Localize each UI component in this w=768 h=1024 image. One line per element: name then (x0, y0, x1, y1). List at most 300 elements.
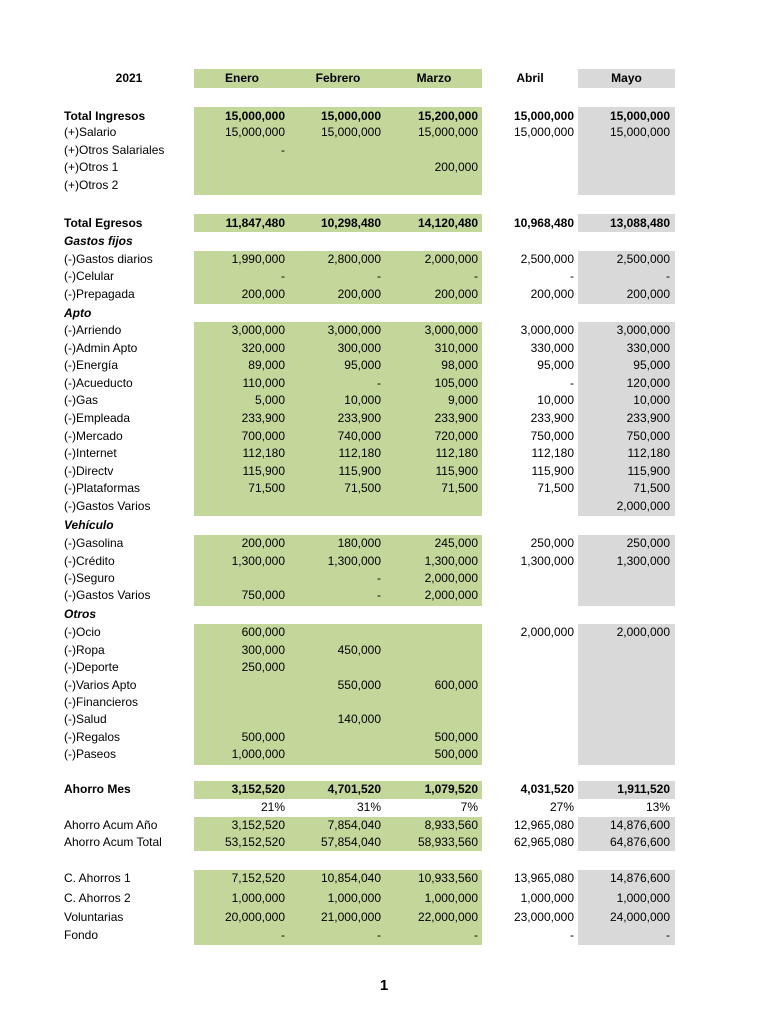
row-label: (+)Salario (64, 125, 117, 139)
table-row (0, 410, 768, 427)
table-row (0, 694, 768, 711)
year-header: 2021 (115, 71, 143, 85)
table-row (0, 746, 768, 763)
value-cell-abril: 250,000 (530, 536, 574, 550)
row-label: (-)Plataformas (64, 481, 141, 495)
row-label: (-)Regalos (64, 730, 121, 744)
value-cell-marzo: 1,000,000 (424, 891, 478, 905)
value-cell-mayo: 14,876,600 (609, 818, 670, 832)
value-cell-abril: 2,500,000 (520, 252, 574, 266)
value-cell-febrero (289, 517, 381, 534)
table-row (0, 553, 768, 570)
value-cell-mayo: 2,500,000 (616, 252, 670, 266)
value-cell-febrero (289, 159, 381, 176)
row-label: (-)Celular (64, 269, 115, 283)
value-cell-enero: 115,900 (242, 464, 285, 478)
value-cell-enero (194, 498, 285, 515)
value-cell-mayo: 112,180 (627, 446, 670, 460)
value-cell-marzo: 7% (460, 800, 478, 814)
value-cell-enero: 1,000,000 (231, 747, 285, 761)
value-cell-mayo (578, 305, 670, 322)
table-row (0, 428, 768, 445)
row-label: Gastos fijos (64, 234, 133, 248)
value-cell-abril: - (570, 928, 574, 942)
value-cell-mayo: 24,000,000 (609, 910, 670, 924)
month-header-mayo: Mayo (611, 71, 642, 85)
value-cell-febrero: 233,900 (337, 411, 381, 425)
value-cell-enero: 7,152,520 (231, 871, 285, 885)
value-cell-enero: 15,000,000 (224, 125, 285, 139)
row-label: (+)Otros 1 (64, 160, 119, 174)
value-cell-enero: 112,180 (242, 446, 285, 460)
table-row (0, 817, 768, 834)
value-cell-marzo: 600,000 (434, 678, 478, 692)
value-cell-mayo (578, 587, 670, 604)
table-row (0, 498, 768, 515)
value-cell-enero: 3,152,520 (231, 782, 285, 796)
row-label: (-)Prepagada (64, 287, 135, 301)
value-cell-abril: 10,000 (537, 393, 574, 407)
value-cell-mayo: - (666, 269, 670, 283)
value-cell-marzo: 200,000 (434, 160, 478, 174)
value-cell-marzo: 58,933,560 (417, 835, 478, 849)
row-label: (+)Otros 2 (64, 178, 119, 192)
value-cell-mayo: 750,000 (626, 429, 670, 443)
row-label: (-)Financieros (64, 695, 139, 709)
value-cell-febrero: 71,500 (344, 481, 381, 495)
row-label: C. Ahorros 1 (64, 871, 131, 885)
value-cell-enero (194, 177, 285, 194)
value-cell-abril: 115,900 (531, 464, 574, 478)
value-cell-abril (483, 729, 574, 746)
value-cell-enero: 71,500 (248, 481, 285, 495)
value-cell-enero: 320,000 (241, 341, 285, 355)
row-label: Ahorro Mes (64, 782, 131, 796)
table-row (0, 463, 768, 480)
value-cell-febrero: 57,854,040 (320, 835, 381, 849)
value-cell-mayo: 120,000 (626, 376, 670, 390)
value-cell-febrero (289, 746, 381, 763)
value-cell-marzo (386, 233, 478, 250)
value-cell-mayo (578, 159, 670, 176)
value-cell-febrero: 740,000 (337, 429, 381, 443)
table-row (0, 445, 768, 462)
month-header-febrero: Febrero (315, 71, 361, 85)
value-cell-marzo (386, 305, 478, 322)
value-cell-mayo (578, 570, 670, 587)
value-cell-mayo: 1,000,000 (616, 891, 670, 905)
value-cell-abril: 13,965,080 (513, 871, 574, 885)
row-label: (-)Gastos Varios (64, 588, 151, 602)
value-cell-abril: 27% (549, 800, 574, 814)
row-label: (-)Gasolina (64, 536, 124, 550)
value-cell-abril (483, 570, 574, 587)
value-cell-abril (483, 159, 574, 176)
value-cell-abril (483, 305, 574, 322)
month-header-abril: Abril (516, 71, 544, 85)
value-cell-febrero: 21,000,000 (320, 910, 381, 924)
table-row (0, 215, 768, 232)
row-label: (-)Gas (64, 393, 98, 407)
row-label: (+)Otros Salariales (64, 143, 165, 157)
value-cell-marzo: 245,000 (434, 536, 478, 550)
value-cell-marzo: 233,900 (434, 411, 478, 425)
value-cell-enero: 1,300,000 (231, 554, 285, 568)
value-cell-mayo: - (666, 928, 670, 942)
value-cell-enero (194, 711, 285, 728)
value-cell-enero: 53,152,520 (224, 835, 285, 849)
value-cell-febrero: 450,000 (337, 643, 381, 657)
row-label: (-)Varios Apto (64, 678, 137, 692)
value-cell-marzo: 112,180 (435, 446, 478, 460)
value-cell-febrero: 10,298,480 (320, 216, 381, 230)
value-cell-abril: 1,300,000 (520, 554, 574, 568)
month-header-enero: Enero (224, 71, 259, 85)
value-cell-febrero: 31% (356, 800, 381, 814)
value-cell-abril: 62,965,080 (513, 835, 574, 849)
value-cell-mayo (578, 711, 670, 728)
table-row (0, 357, 768, 374)
value-cell-abril: 233,900 (530, 411, 574, 425)
value-cell-abril: 15,000,000 (513, 109, 574, 123)
value-cell-marzo: 1,300,000 (424, 554, 478, 568)
month-header-marzo: Marzo (416, 71, 452, 85)
value-cell-mayo: 95,000 (633, 358, 670, 372)
table-row (0, 375, 768, 392)
value-cell-enero: 15,000,000 (224, 109, 285, 123)
table-row (0, 268, 768, 285)
value-cell-marzo: 1,079,520 (424, 782, 478, 796)
value-cell-enero: 20,000,000 (224, 910, 285, 924)
value-cell-abril (483, 659, 574, 676)
table-row (0, 729, 768, 746)
value-cell-enero (194, 159, 285, 176)
value-cell-mayo: 71,500 (633, 481, 670, 495)
value-cell-abril (483, 587, 574, 604)
value-cell-mayo (578, 606, 670, 623)
value-cell-mayo (578, 677, 670, 694)
value-cell-mayo (578, 694, 670, 711)
row-label: (-)Mercado (64, 429, 123, 443)
value-cell-enero (194, 233, 285, 250)
value-cell-marzo (386, 517, 478, 534)
row-label: (-)Arriendo (64, 323, 122, 337)
value-cell-enero: 11,847,480 (225, 216, 285, 230)
value-cell-mayo (578, 517, 670, 534)
value-cell-abril (483, 142, 574, 159)
value-cell-febrero (289, 142, 381, 159)
table-row (0, 517, 768, 534)
value-cell-enero (194, 517, 285, 534)
value-cell-abril: 750,000 (530, 429, 574, 443)
value-cell-febrero: 10,854,040 (320, 871, 381, 885)
table-row (0, 535, 768, 552)
value-cell-marzo (386, 659, 478, 676)
value-cell-mayo: 15,000,000 (609, 125, 670, 139)
value-cell-abril: 2,000,000 (520, 625, 574, 639)
value-cell-abril (483, 517, 574, 534)
value-cell-marzo (386, 606, 478, 623)
value-cell-febrero (289, 606, 381, 623)
value-cell-mayo: 250,000 (626, 536, 670, 550)
value-cell-febrero: 7,854,040 (327, 818, 381, 832)
table-row (0, 927, 768, 944)
value-cell-mayo (578, 659, 670, 676)
value-cell-enero: 600,000 (241, 625, 285, 639)
table-row (0, 606, 768, 623)
value-cell-febrero: 1,300,000 (327, 554, 381, 568)
row-label: (-)Gastos diarios (64, 252, 153, 266)
table-row (0, 870, 768, 887)
value-cell-febrero: - (377, 376, 381, 390)
value-cell-marzo: 10,933,560 (417, 871, 478, 885)
value-cell-abril (483, 606, 574, 623)
value-cell-febrero (289, 694, 381, 711)
value-cell-mayo (578, 729, 670, 746)
value-cell-abril: - (570, 376, 574, 390)
table-row (0, 909, 768, 926)
value-cell-febrero (289, 659, 381, 676)
value-cell-enero: 500,000 (241, 730, 285, 744)
value-cell-marzo: 2,000,000 (424, 571, 478, 585)
value-cell-febrero (289, 305, 381, 322)
value-cell-enero: 3,000,000 (231, 323, 285, 337)
value-cell-mayo: 13,088,480 (609, 216, 670, 230)
value-cell-abril: 23,000,000 (513, 910, 574, 924)
value-cell-febrero: - (377, 269, 381, 283)
value-cell-febrero (289, 233, 381, 250)
value-cell-enero: 5,000 (254, 393, 285, 407)
value-cell-marzo: 22,000,000 (417, 910, 478, 924)
row-label: (-)Admin Apto (64, 341, 138, 355)
value-cell-marzo: 15,000,000 (417, 125, 478, 139)
value-cell-mayo: 233,900 (626, 411, 670, 425)
value-cell-abril (483, 233, 574, 250)
value-cell-enero: 3,152,520 (231, 818, 285, 832)
value-cell-mayo: 3,000,000 (616, 323, 670, 337)
value-cell-marzo: 200,000 (434, 287, 478, 301)
row-label: (-)Ropa (64, 643, 105, 657)
value-cell-marzo: 98,000 (441, 358, 478, 372)
value-cell-enero: 250,000 (241, 660, 285, 674)
value-cell-abril (483, 677, 574, 694)
value-cell-mayo (578, 142, 670, 159)
value-cell-marzo: 720,000 (434, 429, 478, 443)
value-cell-febrero: 550,000 (337, 678, 381, 692)
value-cell-febrero: 140,000 (337, 712, 381, 726)
value-cell-enero: 300,000 (241, 643, 285, 657)
value-cell-enero: - (281, 143, 285, 157)
row-label: Fondo (64, 928, 99, 942)
value-cell-febrero (289, 624, 381, 641)
value-cell-marzo: 2,000,000 (424, 252, 478, 266)
row-label: (-)Ocio (64, 625, 101, 639)
value-cell-febrero: 200,000 (337, 287, 381, 301)
row-label: (-)Empleada (64, 411, 131, 425)
table-row (0, 124, 768, 141)
value-cell-abril: 3,000,000 (520, 323, 574, 337)
value-cell-marzo: 3,000,000 (424, 323, 478, 337)
value-cell-mayo: 2,000,000 (616, 499, 670, 513)
row-label: Ahorro Acum Año (64, 818, 158, 832)
value-cell-abril: 10,968,480 (513, 216, 574, 230)
value-cell-mayo: 14,876,600 (609, 871, 670, 885)
value-cell-marzo: 105,000 (434, 376, 478, 390)
table-row (0, 108, 768, 125)
table-row (0, 340, 768, 357)
value-cell-marzo: - (474, 928, 478, 942)
value-cell-enero: - (281, 269, 285, 283)
value-cell-marzo: 8,933,560 (424, 818, 478, 832)
row-label: (-)Acueducto (64, 376, 133, 390)
value-cell-enero: 233,900 (241, 411, 285, 425)
table-row (0, 286, 768, 303)
value-cell-abril: 12,965,080 (513, 818, 574, 832)
table-row (0, 711, 768, 728)
row-label: Total Egresos (64, 216, 143, 230)
value-cell-marzo: 9,000 (447, 393, 478, 407)
value-cell-febrero: - (377, 571, 381, 585)
value-cell-abril (483, 642, 574, 659)
value-cell-marzo (386, 142, 478, 159)
value-cell-enero: 110,000 (242, 376, 285, 390)
table-row (0, 624, 768, 641)
value-cell-marzo: 2,000,000 (424, 588, 478, 602)
table-row (0, 305, 768, 322)
header-row (0, 70, 768, 87)
value-cell-febrero: 3,000,000 (327, 323, 381, 337)
value-cell-mayo: 15,000,000 (609, 109, 670, 123)
value-cell-marzo (386, 694, 478, 711)
table-row (0, 233, 768, 250)
value-cell-marzo: - (474, 269, 478, 283)
row-label: (-)Salud (64, 712, 107, 726)
value-cell-marzo (386, 177, 478, 194)
value-cell-marzo: 15,200,000 (417, 109, 478, 123)
value-cell-marzo: 14,120,480 (417, 216, 478, 230)
value-cell-abril: 71,500 (537, 481, 574, 495)
value-cell-marzo (386, 642, 478, 659)
value-cell-febrero: 15,000,000 (320, 109, 381, 123)
value-cell-enero (194, 570, 285, 587)
row-label: (-)Deporte (64, 660, 119, 674)
value-cell-enero (194, 694, 285, 711)
table-row (0, 659, 768, 676)
table-row (0, 890, 768, 907)
page-number: 1 (379, 977, 389, 994)
value-cell-febrero: 2,800,000 (327, 252, 381, 266)
row-label: (-)Paseos (64, 747, 117, 761)
value-cell-febrero (289, 729, 381, 746)
table-row (0, 799, 768, 816)
value-cell-febrero (289, 498, 381, 515)
table-row (0, 480, 768, 497)
value-cell-febrero: 115,900 (338, 464, 381, 478)
table-row (0, 251, 768, 268)
row-label: (-)Internet (64, 446, 117, 460)
row-label: Voluntarias (64, 910, 124, 924)
value-cell-mayo: 64,876,600 (609, 835, 670, 849)
value-cell-enero (194, 305, 285, 322)
value-cell-febrero: 95,000 (344, 358, 381, 372)
table-row (0, 177, 768, 194)
value-cell-marzo: 500,000 (434, 747, 478, 761)
value-cell-febrero: 4,701,520 (327, 782, 381, 796)
row-label: C. Ahorros 2 (64, 891, 131, 905)
value-cell-abril: 330,000 (530, 341, 574, 355)
value-cell-enero (194, 677, 285, 694)
value-cell-mayo (578, 746, 670, 763)
value-cell-marzo (386, 624, 478, 641)
value-cell-febrero: 15,000,000 (320, 125, 381, 139)
value-cell-febrero (289, 177, 381, 194)
value-cell-febrero: 1,000,000 (327, 891, 381, 905)
value-cell-enero: 200,000 (241, 536, 285, 550)
value-cell-marzo (386, 498, 478, 515)
value-cell-febrero: 180,000 (337, 536, 381, 550)
value-cell-marzo: 500,000 (434, 730, 478, 744)
value-cell-mayo: 13% (645, 800, 670, 814)
value-cell-abril: 200,000 (530, 287, 574, 301)
table-row (0, 781, 768, 798)
value-cell-abril (483, 498, 574, 515)
value-cell-mayo: 1,300,000 (616, 554, 670, 568)
value-cell-enero: 89,000 (248, 358, 285, 372)
value-cell-enero: 750,000 (241, 588, 285, 602)
value-cell-enero: 200,000 (241, 287, 285, 301)
value-cell-febrero: - (377, 928, 381, 942)
row-label: Vehículo (64, 518, 114, 532)
table-row (0, 642, 768, 659)
value-cell-marzo (386, 711, 478, 728)
value-cell-abril (483, 177, 574, 194)
table-row (0, 570, 768, 587)
value-cell-mayo (578, 642, 670, 659)
row-label: Apto (64, 306, 92, 320)
value-cell-mayo: 330,000 (626, 341, 670, 355)
value-cell-enero: 21% (260, 800, 285, 814)
table-row (0, 677, 768, 694)
table-row (0, 587, 768, 604)
value-cell-abril: 112,180 (531, 446, 574, 460)
value-cell-febrero: 112,180 (338, 446, 381, 460)
value-cell-marzo: 115,900 (435, 464, 478, 478)
row-label: Ahorro Acum Total (64, 835, 162, 849)
value-cell-abril: 1,000,000 (520, 891, 574, 905)
value-cell-mayo: 1,911,520 (617, 782, 670, 796)
value-cell-enero: 700,000 (241, 429, 285, 443)
value-cell-abril: - (570, 269, 574, 283)
table-row (0, 322, 768, 339)
row-label: (-)Directv (64, 464, 114, 478)
value-cell-febrero: 10,000 (344, 393, 381, 407)
value-cell-mayo (578, 233, 670, 250)
value-cell-mayo: 10,000 (633, 393, 670, 407)
value-cell-enero: 1,990,000 (231, 252, 285, 266)
table-row (0, 392, 768, 409)
table-row (0, 142, 768, 159)
value-cell-febrero: 300,000 (337, 341, 381, 355)
row-label: (-)Crédito (64, 554, 115, 568)
value-cell-abril: 4,031,520 (520, 782, 574, 796)
value-cell-febrero: - (377, 588, 381, 602)
value-cell-enero (194, 606, 285, 623)
value-cell-abril: 95,000 (537, 358, 574, 372)
row-label: Total Ingresos (64, 109, 146, 123)
row-label: (-)Gastos Varios (64, 499, 151, 513)
value-cell-abril (483, 711, 574, 728)
value-cell-mayo: 2,000,000 (616, 625, 670, 639)
